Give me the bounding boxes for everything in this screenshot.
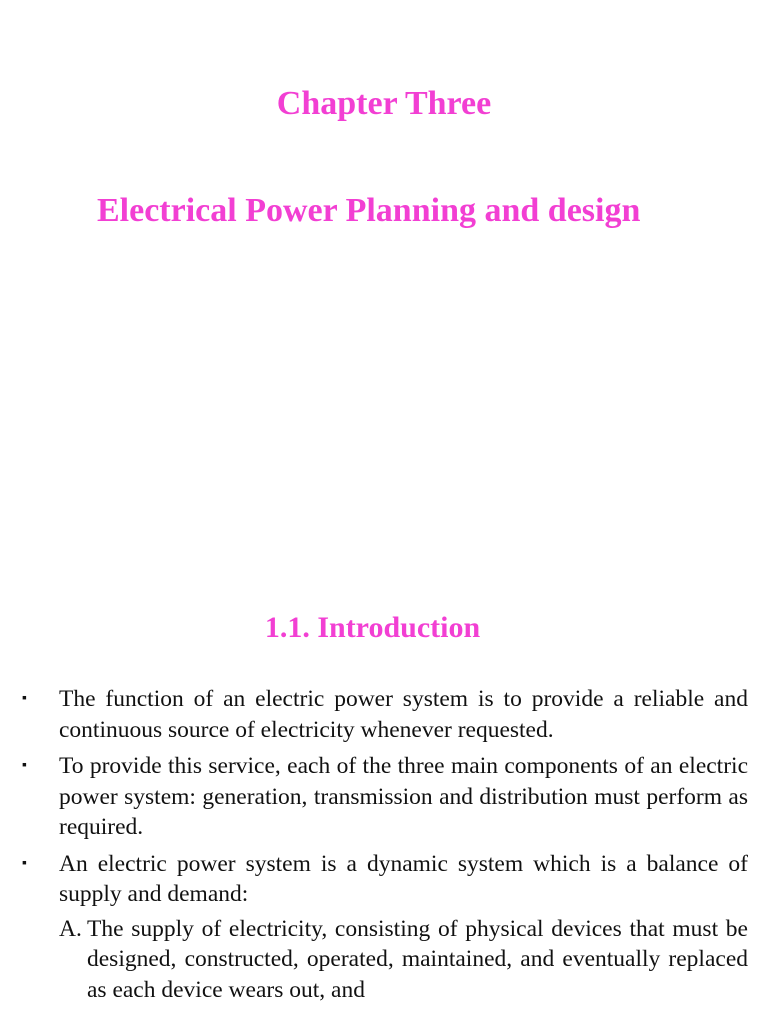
bullet-item — [22, 849, 748, 1006]
chapter-title: Chapter Three — [276, 85, 492, 122]
bullet-text: An electric power system is a dynamic system which is a balance of supply and demand: — [59, 850, 748, 907]
bullet-text: To provide this service, each of the three main components of an electric power system: generation, transmission and distribution must perform as required. — [59, 753, 748, 840]
bullet-list — [22, 684, 748, 1011]
sub-item-marker: A. — [59, 915, 82, 942]
bullet-item — [22, 684, 748, 745]
bullet-marker-icon: ▪ — [22, 691, 27, 706]
bullet-marker-icon: ▪ — [22, 855, 27, 871]
sub-item — [22, 914, 748, 1006]
bullet-marker-icon: ▪ — [22, 758, 27, 773]
sub-item-text: The supply of electricity, consisting of physical devices that must be designed, constructed, operated, maintained, and eventually replaced as each device wears out, and — [87, 915, 748, 1003]
bullet-item — [22, 751, 748, 843]
bullet-text: The function of an electric power system is to provide a reliable and continuous source of electricity whenever requested. — [59, 686, 748, 743]
chapter-subtitle: Electrical Power Planning and design — [97, 192, 641, 229]
section-title: 1.1. Introduction — [264, 611, 481, 644]
